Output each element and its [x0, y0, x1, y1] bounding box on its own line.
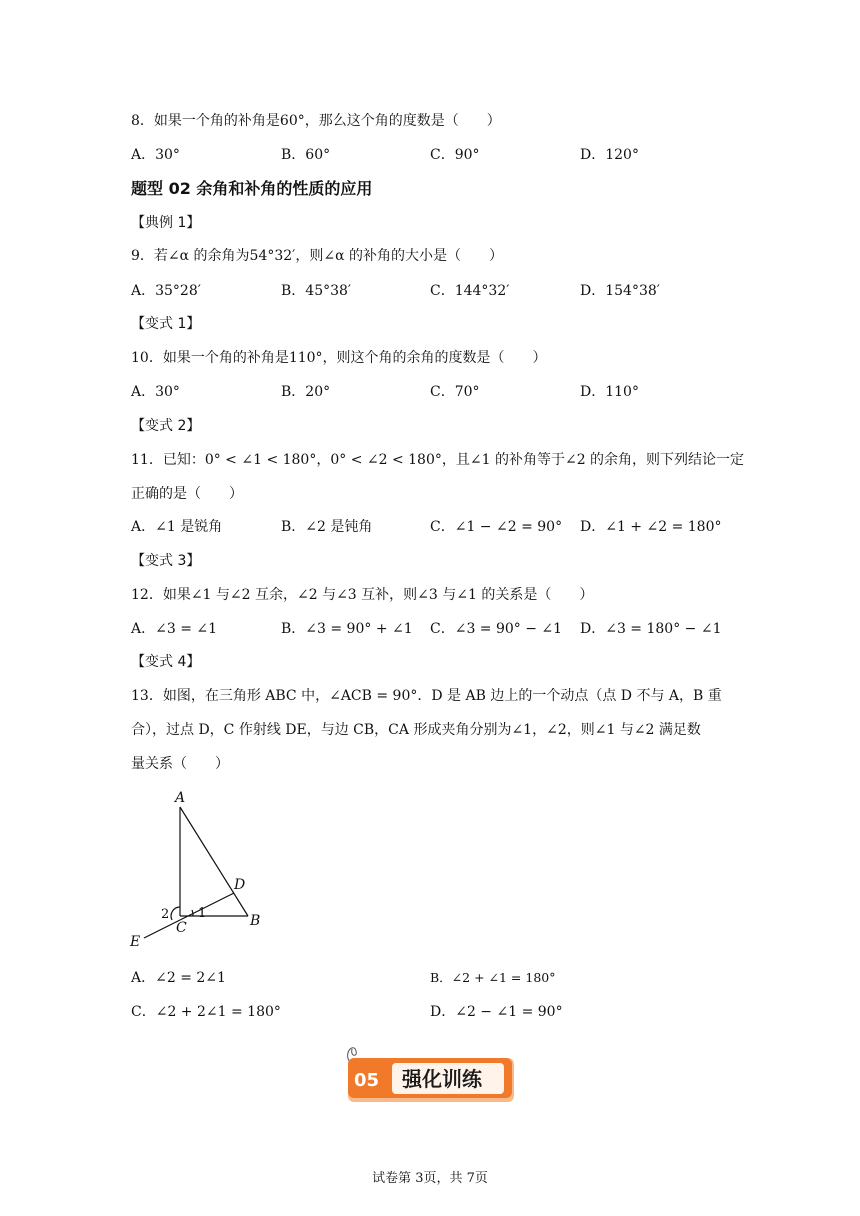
- q13-stem-line3: 量关系（ ）: [131, 756, 229, 772]
- q12-option-c: C．∠3 = 90° − ∠1: [430, 621, 563, 637]
- q10-option-c: C．70°: [430, 384, 480, 400]
- q10-option-b: B．20°: [281, 384, 331, 400]
- variant-1-label: 【变式 1】: [131, 316, 201, 332]
- label-d: D: [234, 877, 246, 893]
- banner-title: 强化训练: [402, 1067, 482, 1091]
- label-c: C: [176, 920, 187, 936]
- q12-options: [131, 619, 731, 639]
- q11-stem-line2: 正确的是（ ）: [131, 486, 243, 502]
- q12-stem: 12．如果∠1 与∠2 互余，∠2 与∠3 互补，则∠3 与∠1 的关系是（ ）: [131, 587, 594, 603]
- q9-stem: 9．若∠α 的余角为54°32′，则∠α 的补角的大小是（ ）: [131, 248, 503, 264]
- q9-option-c: C．144°32′: [430, 283, 510, 299]
- q10-stem: 10．如果一个角的补角是110°，则这个角的余角的度数是（ ）: [131, 350, 547, 366]
- angle-2-arc: [171, 907, 180, 920]
- q13-stem-line1: 13．如图，在三角形 ABC 中，∠ACB = 90°．D 是 AB 边上的一个动点（点 D 不与 A，B 重: [131, 688, 722, 704]
- q13-option-a: A．∠2 = 2∠1: [131, 970, 226, 986]
- q9-option-a: A．35°28′: [131, 283, 201, 299]
- q13-option-d: D．∠2 − ∠1 = 90°: [430, 1004, 563, 1020]
- q11-stem-line1: 11．已知：0° < ∠1 < 180°，0° < ∠2 < 180°，且∠1 的补角等于∠2 的余角，则下列结论一定: [131, 452, 745, 468]
- banner-number: 05: [354, 1070, 380, 1091]
- example-1-label: 【典例 1】: [131, 215, 201, 231]
- q8-option-a: A．30°: [131, 147, 180, 163]
- variant-2-label: 【变式 2】: [131, 418, 201, 434]
- label-b: B: [250, 913, 261, 929]
- section-banner: [346, 1043, 516, 1103]
- q11-option-d: D．∠1 + ∠2 = 180°: [580, 519, 722, 535]
- section-title: 题型 02 余角和补角的性质的应用: [131, 179, 373, 198]
- angle-1-arc: [192, 910, 193, 916]
- q13-options-row2: [131, 1002, 731, 1022]
- q10-option-d: D．110°: [580, 384, 639, 400]
- q13-option-b: B．∠2 + ∠1 = 180°: [430, 970, 556, 985]
- q9-options: [131, 281, 731, 301]
- q13-options-row1: [131, 968, 731, 988]
- q13-stem-line2: 合），过点 D，C 作射线 DE，与边 CB，CA 形成夹角分别为∠1，∠2，则∠1 与∠2 满足数: [131, 722, 701, 738]
- q9-option-b: B．45°38′: [281, 283, 352, 299]
- q8-option-d: D．120°: [580, 147, 639, 163]
- label-a: A: [175, 790, 186, 806]
- q11-option-a: A．∠1 是锐角: [131, 519, 223, 535]
- label-e: E: [130, 934, 141, 950]
- q12-option-a: A．∠3 = ∠1: [131, 621, 218, 637]
- side-ab: [180, 807, 248, 916]
- q11-option-c: C．∠1 − ∠2 = 90°: [430, 519, 563, 535]
- triangle-figure: [126, 786, 276, 952]
- label-angle-1: 1: [198, 906, 207, 921]
- variant-3-label: 【变式 3】: [131, 553, 201, 569]
- q10-option-a: A．30°: [131, 384, 180, 400]
- q13-option-c: C．∠2 + 2∠1 = 180°: [131, 1004, 281, 1020]
- q8-options: [131, 145, 731, 165]
- q8-option-c: C．90°: [430, 147, 480, 163]
- q11-options: [131, 517, 731, 537]
- q12-option-b: B．∠3 = 90° + ∠1: [281, 621, 413, 637]
- page-footer: 试卷第 3页，共 7页: [372, 1171, 488, 1186]
- q8-stem: 8．如果一个角的补角是60°，那么这个角的度数是（ ）: [131, 113, 501, 129]
- variant-4-label: 【变式 4】: [131, 654, 201, 670]
- q8-option-b: B．60°: [281, 147, 331, 163]
- q9-option-d: D．154°38′: [580, 283, 660, 299]
- q11-option-b: B．∠2 是钝角: [281, 519, 373, 535]
- q10-options: [131, 382, 731, 402]
- q12-option-d: D．∠3 = 180° − ∠1: [580, 621, 722, 637]
- label-angle-2: 2: [161, 907, 170, 922]
